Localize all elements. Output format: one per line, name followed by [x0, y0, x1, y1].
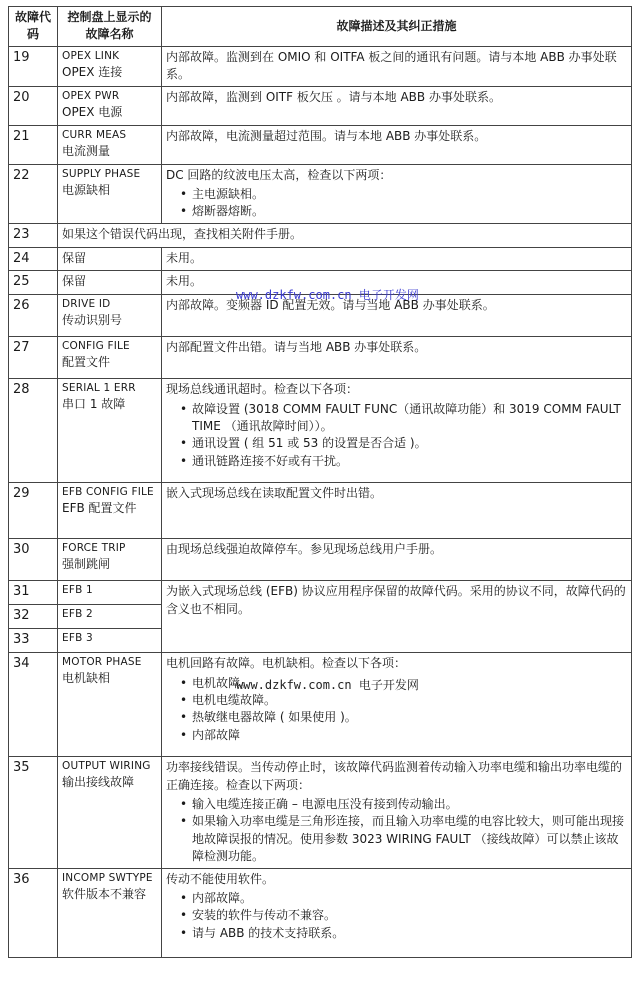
fault-name — [58, 247, 162, 271]
fault-name-zh: 保留 — [62, 250, 87, 265]
check-list-item: • 故障设置 (3018 COMM FAULT FUNC（通讯故障功能）和 3019 COMM FAULT TIME （通讯故障时间））。 — [182, 401, 627, 436]
table-row — [9, 539, 632, 581]
fault-description-text: 现场总线通讯超时。检查以下各项： — [166, 382, 359, 397]
fault-name — [58, 164, 162, 223]
fault-code: 28 — [9, 379, 58, 483]
fault-description-text: 功率接线错误。当传动停止时，该故障代码监测着传动输入功率电缆和输出功率电缆的正确连接。检查以下两项： — [166, 760, 623, 792]
fault-name-en: EFB 2 — [62, 608, 93, 621]
fault-description — [162, 247, 632, 271]
fault-description-text: 内部故障，监测到 OITF 板欠压 。请与本地 ABB 办事处联系。 — [166, 89, 501, 104]
fault-name — [58, 581, 162, 605]
fault-name-en: OUTPUT WIRING — [62, 760, 151, 773]
fault-description — [162, 379, 632, 483]
fault-name-en: OPEX PWR — [62, 89, 120, 102]
fault-code: 30 — [9, 539, 58, 581]
fault-description — [162, 337, 632, 379]
check-list-item: • 请与 ABB 的技术支持联系。 — [182, 925, 627, 942]
fault-description-text: 内部故障。监测到在 OMIO 和 OITFA 板之间的通讯有问题。请与本地 ABB 办事处联系。 — [166, 49, 617, 82]
fault-code: 33 — [9, 629, 58, 653]
fault-name — [58, 757, 162, 868]
fault-name-zh: 电源缺相 — [62, 182, 111, 197]
table-row — [9, 337, 632, 379]
fault-code: 26 — [9, 295, 58, 337]
fault-name-en: MOTOR PHASE — [62, 656, 142, 669]
table-row — [9, 653, 632, 757]
check-list-item: • 输入电缆连接正确 – 电源电压没有接到传动输出。 — [182, 796, 627, 813]
fault-code: 25 — [9, 271, 58, 295]
fault-name — [58, 379, 162, 483]
fault-name-en: CURR MEAS — [62, 128, 127, 141]
fault-description-text: 电机回路有故障。电机缺相。检查以下各项： — [166, 656, 407, 671]
fault-name-zh: 传动识别号 — [62, 313, 123, 328]
fault-description-text: DC 回路的纹波电压太高，检查以下两项： — [166, 167, 392, 182]
fault-code: 32 — [9, 605, 58, 629]
watermark-text: www.dzkfw.com.cn 电子开发网 — [236, 678, 419, 692]
fault-description-text: 未用。 — [166, 274, 203, 289]
fault-code: 35 — [9, 757, 58, 868]
fault-name-zh: 软件版本不兼容 — [62, 886, 147, 901]
fault-code: 19 — [9, 46, 58, 86]
fault-code: 22 — [9, 164, 58, 223]
fault-code: 24 — [9, 247, 58, 271]
fault-name-en: SUPPLY PHASE — [62, 167, 141, 180]
check-list-item: • 通讯设置 ( 组 51 或 53 的设置是否合适 )。 — [182, 435, 627, 452]
check-list-item: • 热敏继电器故障 ( 如果使用 )。 — [182, 709, 627, 726]
fault-name — [58, 295, 162, 337]
fault-description-text: 传动不能使用软件。 — [166, 871, 275, 886]
fault-name-zh: 配置文件 — [62, 355, 111, 370]
table-row — [9, 164, 632, 223]
check-list — [166, 890, 627, 942]
fault-name — [58, 483, 162, 539]
check-list-item: • 安装的软件与传动不兼容。 — [182, 907, 627, 924]
check-list-item: • 主电源缺相。 — [182, 186, 627, 203]
fault-name — [58, 46, 162, 86]
fault-name-en: EFB 1 — [62, 584, 93, 597]
fault-name — [58, 653, 162, 757]
table-row — [9, 247, 632, 271]
fault-name — [58, 337, 162, 379]
fault-name-zh: 电机缺相 — [62, 671, 111, 686]
fault-name-en: FORCE TRIP — [62, 542, 126, 555]
fault-description — [162, 653, 632, 757]
check-list — [166, 401, 627, 471]
fault-name-en: SERIAL 1 ERR — [62, 382, 136, 395]
fault-description — [162, 46, 632, 86]
header-name: 控制盘上显示的故障名称 — [58, 7, 162, 47]
table-row — [9, 223, 632, 247]
fault-name-zh: 电流测量 — [62, 143, 111, 158]
fault-code: 34 — [9, 653, 58, 757]
fault-description: 为嵌入式现场总线 (EFB) 协议应用程序保留的故障代码。采用的协议不同，故障代码的含义也不相同。 — [162, 581, 632, 653]
check-list-item: • 通讯链路连接不好或有干扰。 — [182, 453, 627, 470]
fault-name-zh: 保留 — [62, 274, 87, 289]
fault-name-zh: EFB 配置文件 — [62, 501, 137, 516]
fault-code: 27 — [9, 337, 58, 379]
fault-name — [58, 868, 162, 957]
fault-name-zh: 强制跳闸 — [62, 557, 111, 572]
table-row — [9, 86, 632, 125]
fault-name-zh: 串口 1 故障 — [62, 397, 126, 412]
check-list-item: • 内部故障 — [182, 727, 627, 744]
table-row — [9, 379, 632, 483]
check-list — [166, 186, 627, 221]
fault-description — [162, 125, 632, 164]
fault-description — [162, 757, 632, 868]
fault-name — [58, 605, 162, 629]
check-list-item: • 电机故障。 — [182, 675, 627, 692]
fault-description-text: 内部故障，电流测量超过范围。请与本地 ABB 办事处联系。 — [166, 128, 487, 143]
header-description: 故障描述及其纠正措施 — [162, 7, 632, 47]
fault-name-zh: OPEX 电源 — [62, 104, 123, 119]
fault-description-text: 内部配置文件出错。请与当地 ABB 办事处联系。 — [166, 340, 427, 355]
fault-name-zh: OPEX 连接 — [62, 65, 123, 79]
check-list-item: • 如果输入功率电缆是三角形连接，而且输入功率电缆的电容比较大，则可能出现接地故障误报的情况。使用参数 3023 WIRING FAULT （接线故障）可以禁止该故障检测功能。 — [182, 813, 627, 865]
table-header-row — [9, 7, 632, 47]
fault-code: 36 — [9, 868, 58, 957]
fault-name — [58, 271, 162, 295]
fault-description-text: 未用。 — [166, 250, 203, 265]
fault-description-text: 内部故障。变频器 ID 配置无效。请与当地 ABB 办事处联系。 — [166, 298, 495, 313]
table-row — [9, 483, 632, 539]
fault-name — [58, 125, 162, 164]
fault-name-en: OPEX LINK — [62, 49, 120, 62]
table-row — [9, 757, 632, 868]
fault-name-en: EFB 3 — [62, 632, 93, 645]
fault-name-en: INCOMP SWTYPE — [62, 871, 153, 884]
header-code: 故障代码 — [9, 7, 58, 47]
fault-name — [58, 86, 162, 125]
fault-code: 31 — [9, 581, 58, 605]
check-list-item: • 电机电缆故障。 — [182, 692, 627, 709]
table-body — [9, 46, 632, 957]
fault-name-en: EFB CONFIG FILE — [62, 486, 154, 499]
fault-code: 21 — [9, 125, 58, 164]
fault-description — [162, 539, 632, 581]
check-list-item: • 内部故障。 — [182, 890, 627, 907]
fault-code: 20 — [9, 86, 58, 125]
fault-description — [162, 86, 632, 125]
fault-description-text: 嵌入式现场总线在读取配置文件时出错。 — [166, 486, 383, 501]
fault-name-en: CONFIG FILE — [62, 340, 130, 353]
table-row — [9, 868, 632, 957]
table-row — [9, 46, 632, 86]
watermark-text: www.dzkfw.com.cn 电子开发网 — [236, 288, 419, 302]
check-list-item: • 熔断器熔断。 — [182, 203, 627, 220]
fault-description — [162, 164, 632, 223]
fault-description-text: 由现场总线强迫故障停车。参见现场总线用户手册。 — [166, 542, 443, 557]
fault-description: 如果这个错误代码出现，查找相关附件手册。 — [58, 223, 632, 247]
fault-code: 23 — [9, 223, 58, 247]
check-list — [166, 796, 627, 866]
fault-description — [162, 868, 632, 957]
fault-name — [58, 629, 162, 653]
fault-name — [58, 539, 162, 581]
fault-name-en: DRIVE ID — [62, 298, 111, 311]
fault-code: 29 — [9, 483, 58, 539]
fault-name-zh: 输出接线故障 — [62, 775, 135, 790]
fault-description — [162, 483, 632, 539]
fault-code-table — [8, 6, 632, 958]
table-row — [9, 125, 632, 164]
table-row — [9, 581, 632, 605]
